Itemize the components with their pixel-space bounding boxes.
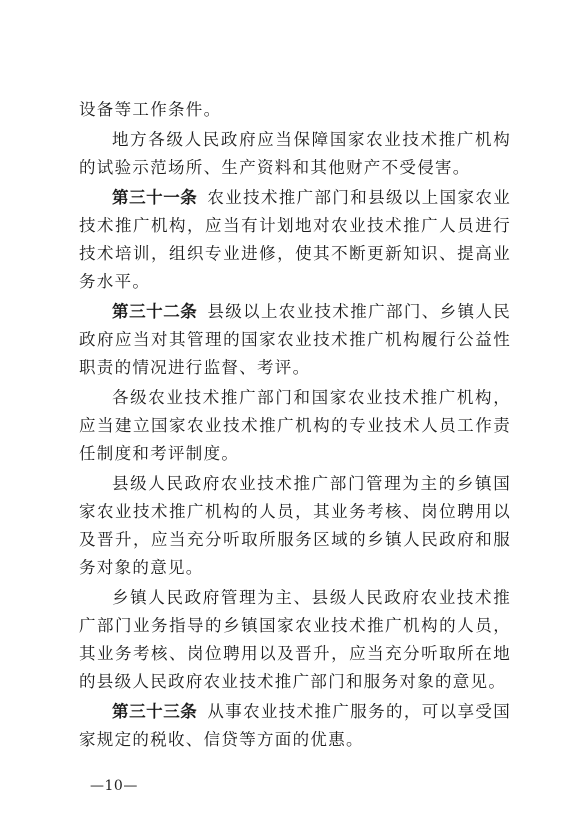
article-32 [79,298,511,382]
paragraph [79,96,511,124]
paragraph-text: 乡镇人民政府管理为主、县级人民政府农业技术推广部门业务指导的乡镇国家农业技术推广机构的人员，其业务考核、岗位聘用以及晋升，应当充分听取所在地的县级人民政府农业技术推广部门和服务对象的意见。 [79,588,511,691]
paragraph-text: 农业技术推广部门和县级以上国家农业技术推广机构，应当有计划地对农业技术推广人员进行技术培训，组织专业进修，使其不断更新知识、提高业务水平。 [79,188,512,291]
paragraph-text: 县级以上农业技术推广部门、乡镇人民政府应当对其管理的国家农业技术推广机构履行公益性职责的情况进行监督、考评。 [79,302,512,377]
article-heading: 第三十三条 [112,702,198,721]
paragraph [79,126,511,182]
paragraph [79,384,511,468]
article-heading: 第三十一条 [112,188,198,207]
document-body [79,96,511,756]
article-31 [79,184,511,296]
paragraph-text: 县级人民政府农业技术推广部门管理为主的乡镇国家农业技术推广机构的人员，其业务考核、岗位聘用以及晋升，应当充分听取所服务区域的乡镇人民政府和服务对象的意见。 [79,474,511,577]
paragraph [79,470,511,582]
page-number: —10— [90,778,138,794]
article-33 [79,698,511,754]
paragraph-text: 地方各级人民政府应当保障国家农业技术推广机构的试验示范场所、生产资料和其他财产不受侵害。 [79,130,511,177]
paragraph-text: 设备等工作条件。 [79,100,222,119]
paragraph-text: 从事农业技术推广服务的，可以享受国家规定的税收、信贷等方面的优惠。 [79,702,512,749]
paragraph [79,584,511,696]
article-heading: 第三十二条 [112,302,198,321]
paragraph-text: 各级农业技术推广部门和国家农业技术推广机构，应当建立国家农业技术推广机构的专业技术人员工作责任制度和考评制度。 [79,388,511,463]
